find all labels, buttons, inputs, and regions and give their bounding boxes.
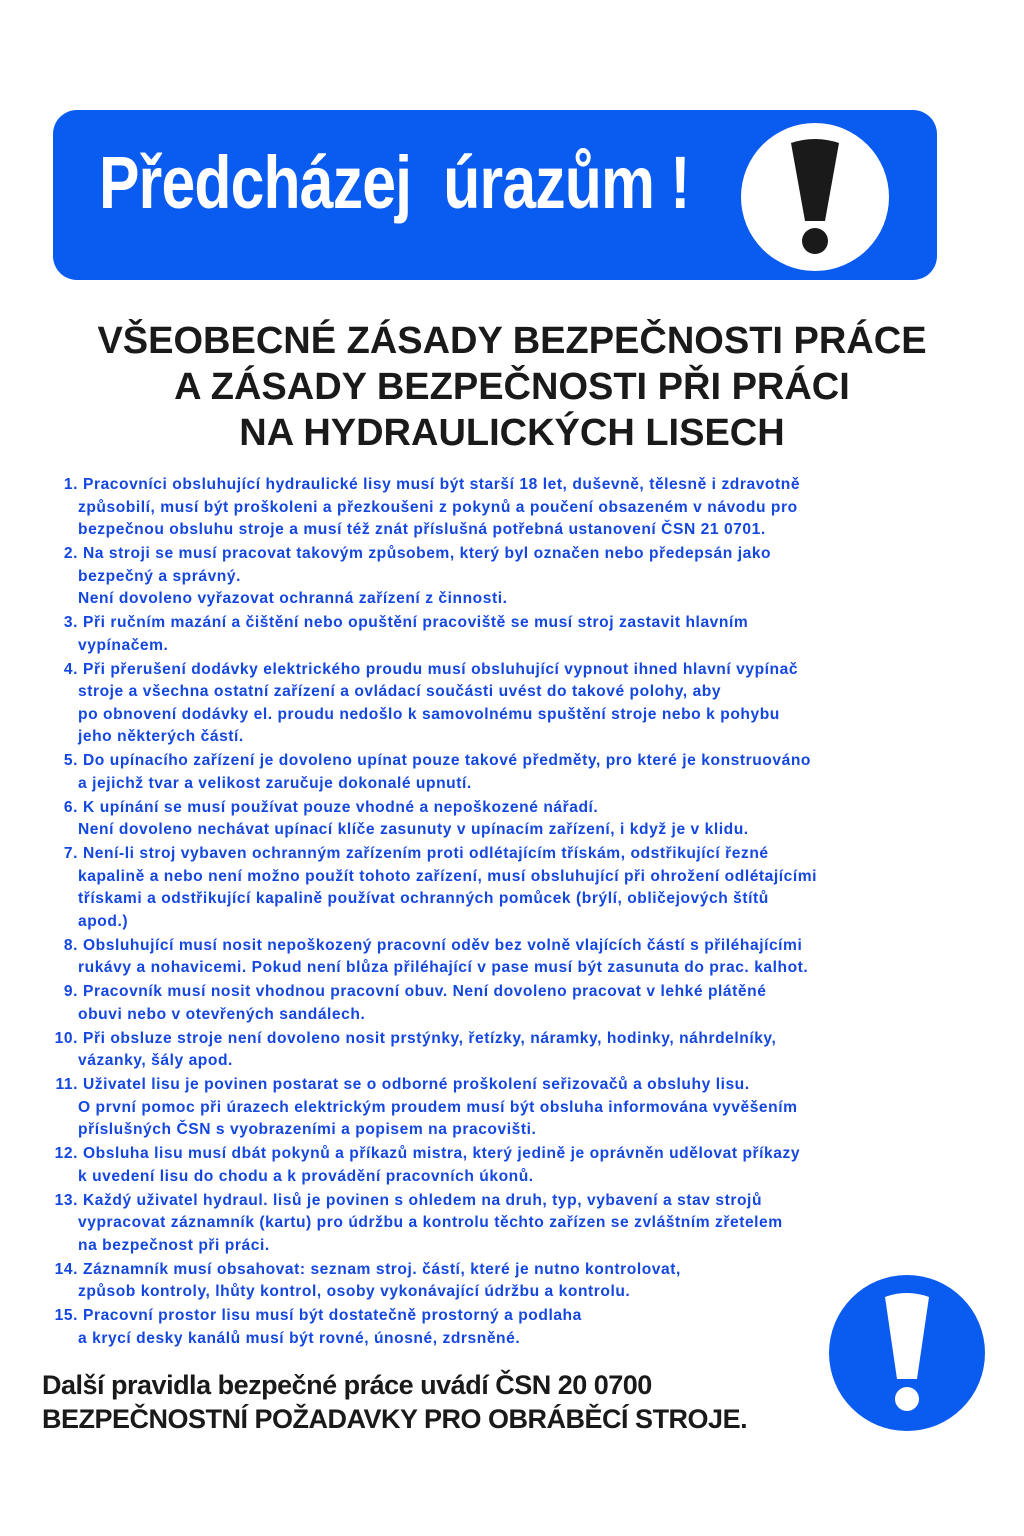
- rule-item: [38, 659, 983, 749]
- rule-text-line: k uvedení lisu do chodu a k provádění pracovních úkonů.: [78, 1167, 534, 1185]
- rule-text-line: Uživatel lisu je povinen postarat se o odborné proškolení seřizovačů a obsluhy lisu.: [83, 1076, 750, 1093]
- rule-number: 10.: [54, 1029, 78, 1047]
- rule-text-line: jeho některých částí.: [78, 728, 244, 745]
- rule-text-line: Není dovoleno nechávat upínací klíče zasunuty v upínacím zařízení, i když je v klidu.: [78, 821, 749, 838]
- footer-note: [42, 1368, 747, 1436]
- rule-item: [38, 935, 983, 980]
- rule-item: [38, 843, 983, 933]
- heading-line-1: VŠEOBECNÉ ZÁSADY BEZPEČNOSTI PRÁCE: [97, 320, 927, 362]
- rule-text-line: O první pomoc při úrazech elektrickým proudem musí být obsluha informována vyvěšením: [78, 1098, 798, 1116]
- rule-text-line: Do upínacího zařízení je dovoleno upínat pouze takové předměty, pro které je konstruováno: [83, 752, 811, 769]
- rule-item: [38, 1028, 983, 1073]
- rule-text: [78, 981, 983, 1026]
- rule-text-line: vypínačem.: [78, 636, 169, 654]
- rule-text: [78, 659, 983, 749]
- rule-number: 8.: [63, 936, 78, 954]
- rule-text-line: bezpečnou obsluhu stroje a musí též znát příslušná potřebná ustanovení ČSN 21 0701.: [78, 521, 766, 538]
- rules-list: [38, 474, 983, 1352]
- rule-text-line: a krycí desky kanálů musí být rovné, únosné, zdrsněné.: [78, 1329, 521, 1347]
- rule-text-line: způsob kontroly, lhůty kontrol, osoby vykonávající údržbu a kontrolu.: [78, 1283, 631, 1300]
- rule-text: [78, 843, 983, 933]
- rule-text-line: Záznamník musí obsahovat: seznam stroj. částí, které je nutno kontrolovat,: [83, 1260, 681, 1278]
- rule-text-line: třískami a odstřikující kapalině používat ochranných pomůcek (brýlí, obličejových štítů: [78, 890, 769, 907]
- rule-item: [38, 1074, 983, 1142]
- page-heading: [20, 318, 1004, 456]
- rule-text: [78, 1028, 983, 1073]
- rule-number: 15.: [54, 1307, 78, 1324]
- rule-text-line: příslušných ČSN s vyobrazeními a popisem na pracovišti.: [78, 1121, 537, 1138]
- rule-text: [78, 543, 983, 611]
- rule-item: [38, 981, 983, 1026]
- rule-number: 2.: [63, 545, 78, 562]
- rule-number: 3.: [63, 614, 78, 631]
- rule-text-line: a jejichž tvar a velikost zaručuje dokonalé upnutí.: [78, 774, 472, 792]
- rule-text-line: kapalině a nebo není možno použít tohoto zařízení, musí obsluhující při ohrožení odlétajícími: [78, 867, 818, 885]
- rule-number: 14.: [54, 1260, 78, 1278]
- rule-number: 6.: [63, 798, 78, 816]
- rule-number: 7.: [63, 845, 78, 862]
- rule-number: 11.: [55, 1076, 78, 1093]
- rule-number: 4.: [63, 660, 78, 678]
- rule-text-line: Obsluhující musí nosit nepoškozený pracovní oděv bez volně vlajících částí s přiléhajícími: [83, 936, 803, 954]
- exclamation-icon: [879, 1291, 935, 1415]
- rule-text-line: stroje a všechna ostatní zařízení a ovládací součásti uvést do takové polohy, aby: [78, 683, 722, 700]
- rule-text-line: Na stroji se musí pracovat takovým způsobem, který byl označen nebo předepsán jako: [83, 545, 772, 562]
- rule-text-line: Pracovník musí nosit vhodnou pracovní obuv. Není dovoleno pracovat v lehké plátěné: [83, 983, 767, 1000]
- rule-text-line: Není-li stroj vybaven ochranným zařízením proti odlétajícím třískám, odstřikující řezné: [83, 845, 769, 862]
- exclamation-icon: [785, 137, 845, 257]
- rule-text-line: způsobilí, musí být proškoleni a přezkoušeni z pokynů a poučení obsazeném v návodu pro: [78, 498, 798, 516]
- rule-text: [78, 750, 983, 795]
- rule-text-line: Každý uživatel hydraul. lisů je povinen s ohledem na druh, typ, vybavení a stav strojů: [83, 1191, 763, 1209]
- warning-banner: [53, 110, 937, 280]
- rule-text-line: Pracovní prostor lisu musí být dostatečně prostorný a podlaha: [83, 1307, 582, 1324]
- rule-item: [38, 1143, 983, 1188]
- rule-number: 5.: [63, 752, 78, 769]
- rule-text-line: na bezpečnost při práci.: [78, 1236, 270, 1254]
- rule-item: [38, 1259, 983, 1304]
- rule-text-line: rukávy a nohavicemi. Pokud není blůza přiléhající v pase musí být zasunuta do prac. kalhot.: [78, 959, 809, 976]
- rule-text-line: bezpečný a správný.: [78, 567, 241, 585]
- rule-text: [78, 474, 983, 542]
- rule-text: [78, 1074, 983, 1142]
- rule-text: [78, 1143, 983, 1188]
- rule-text-line: K upínání se musí používat pouze vhodné a nepoškozené nářadí.: [83, 798, 599, 816]
- rule-item: [38, 543, 983, 611]
- rule-text-line: po obnovení dodávky el. proudu nedošlo k samovolnému spuštění stroje nebo k pohybu: [78, 705, 780, 723]
- rule-text-line: Není dovoleno vyřazovat ochranná zařízení z činnosti.: [78, 590, 508, 607]
- rule-item: [38, 1190, 983, 1258]
- rule-item: [38, 612, 983, 657]
- footer-line-1: Další pravidla bezpečné práce uvádí ČSN 20 0700: [42, 1370, 652, 1400]
- rule-text-line: obuvi nebo v otevřených sandálech.: [78, 1005, 366, 1023]
- rule-number: 12.: [54, 1145, 78, 1162]
- banner-exclamation-badge: [741, 123, 889, 271]
- rule-text-line: Při obsluze stroje není dovoleno nosit prstýnky, řetízky, náramky, hodinky, náhrdelníky,: [83, 1029, 777, 1047]
- rule-text: [78, 1259, 983, 1304]
- rule-item: [38, 750, 983, 795]
- rule-number: 1.: [63, 476, 78, 493]
- heading-line-3: NA HYDRAULICKÝCH LISECH: [239, 412, 785, 454]
- rule-number: 13.: [54, 1191, 78, 1209]
- footer-line-2: BEZPEČNOSTNÍ POŽADAVKY PRO OBRÁBĚCÍ STROJE.: [42, 1404, 748, 1434]
- rule-text-line: Pracovníci obsluhující hydraulické lisy musí být starší 18 let, duševně, tělesně i zdravotně: [83, 476, 801, 493]
- heading-line-2: A ZÁSADY BEZPEČNOSTI PŘI PRÁCI: [174, 366, 850, 408]
- rule-text-line: vypracovat záznamník (kartu) pro údržbu a kontrolu těchto zařízen se zvláštním zřetelem: [78, 1214, 783, 1231]
- rule-text: [78, 612, 983, 657]
- rule-text-line: apod.): [78, 912, 129, 930]
- rule-text: [78, 1190, 983, 1258]
- rule-text: [78, 935, 983, 980]
- rule-text-line: Při přerušení dodávky elektrického proudu musí obsluhující vypnout ihned hlavní vypínač: [83, 660, 799, 678]
- rule-text-line: vázanky, šály apod.: [78, 1052, 233, 1069]
- banner-title: Předcházej úrazům !: [99, 141, 690, 224]
- rule-text-line: Při ručním mazání a čištění nebo opuštění pracoviště se musí stroj zastavit hlavním: [83, 614, 749, 631]
- rule-item: [38, 797, 983, 842]
- rule-number: 9.: [63, 983, 78, 1000]
- bottom-mandatory-sign: [829, 1275, 985, 1431]
- rule-item: [38, 474, 983, 542]
- rule-text: [78, 797, 983, 842]
- rule-text-line: Obsluha lisu musí dbát pokynů a příkazů mistra, který jedině je oprávněn udělovat příkazy: [83, 1145, 801, 1162]
